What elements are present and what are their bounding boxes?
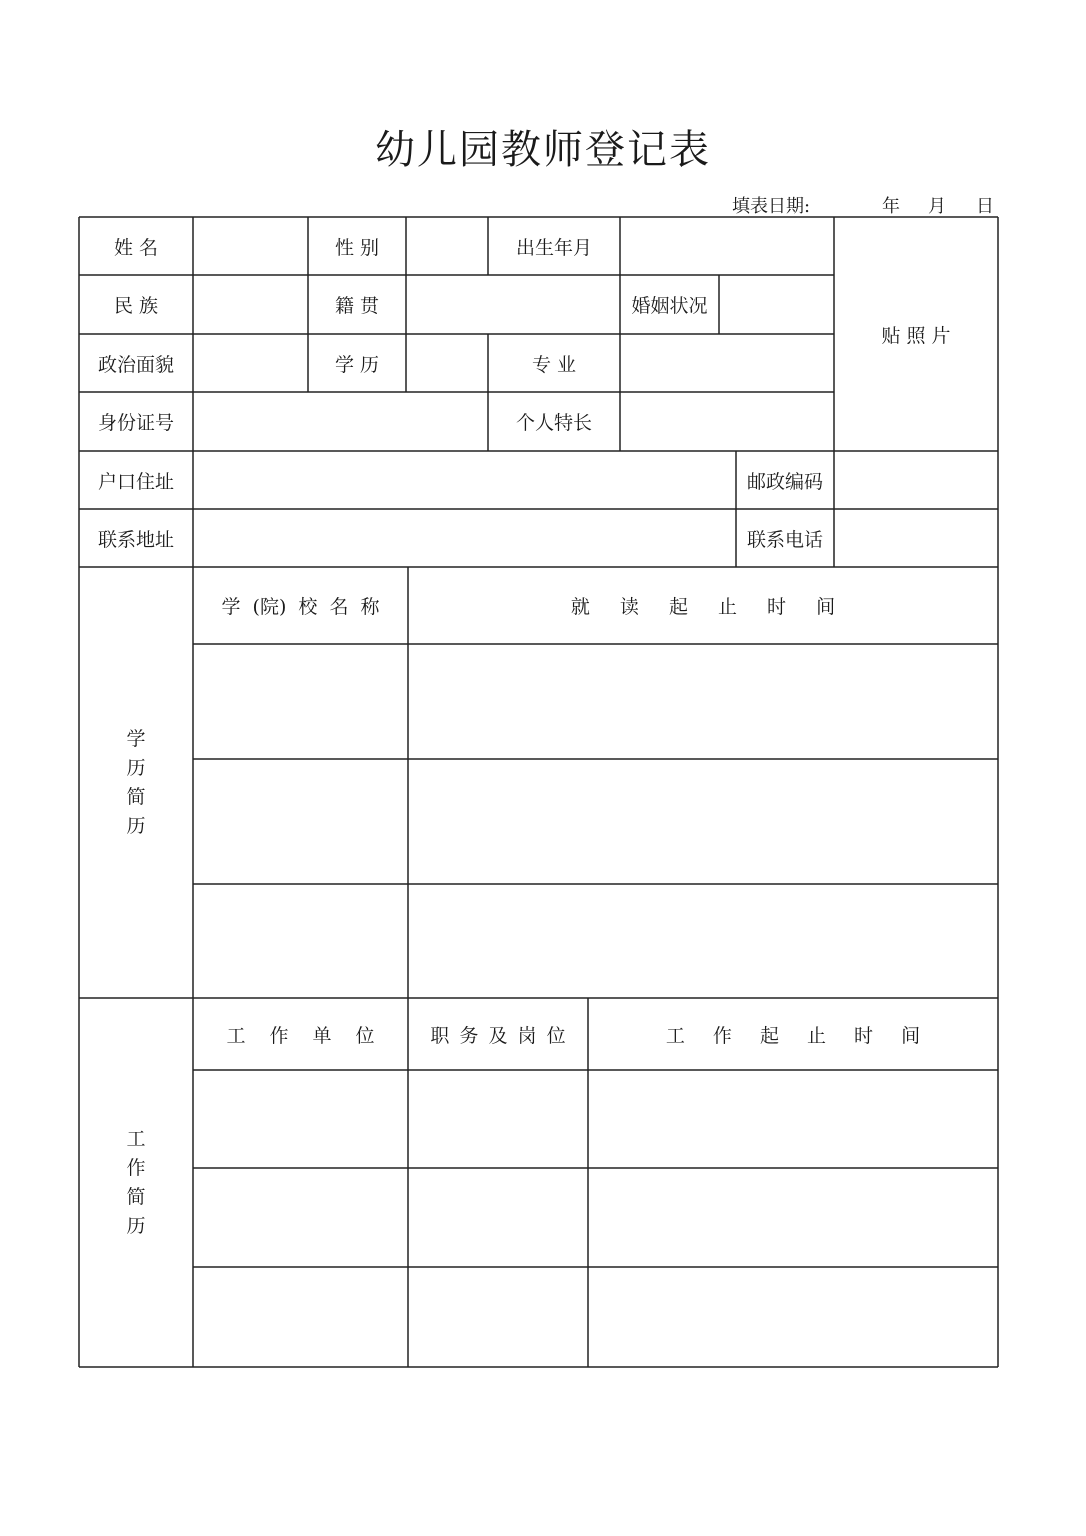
work-period-1[interactable] (588, 1070, 998, 1168)
education-period-3[interactable] (408, 884, 998, 998)
work-col-position: 职 务 及 岗 位 (430, 1024, 566, 1047)
fill-date-day: 日 (976, 196, 994, 217)
work-side-label (79, 998, 193, 1367)
education-school-2[interactable] (193, 759, 408, 884)
input-postcode[interactable] (834, 451, 998, 509)
work-position-2[interactable] (408, 1168, 588, 1267)
work-side-label-text: 工作简历 (126, 1127, 146, 1237)
label-major: 专 业 (531, 353, 577, 376)
label-household-addr: 户口住址 (97, 470, 174, 493)
label-ethnicity: 民 族 (113, 295, 159, 317)
input-native-place[interactable] (406, 275, 620, 334)
education-school-3[interactable] (193, 884, 408, 998)
work-col-period: 工 作 起 止 时 间 (665, 1024, 921, 1047)
form-title: 幼儿园教师登记表 (375, 127, 711, 173)
photo-area[interactable]: 贴 照 片 (881, 324, 951, 347)
input-household-addr[interactable] (193, 451, 736, 509)
education-side-label (79, 567, 193, 998)
input-marital[interactable] (719, 275, 834, 334)
label-birth: 出生年月 (515, 236, 592, 259)
education-col-school: 学 (院) 校 名 称 (221, 596, 380, 618)
input-political[interactable] (193, 334, 308, 392)
work-unit-2[interactable] (193, 1168, 408, 1267)
input-name[interactable] (193, 217, 308, 275)
input-specialty[interactable] (620, 392, 834, 451)
label-gender: 性 别 (334, 236, 380, 259)
input-id-number[interactable] (193, 392, 488, 451)
input-education[interactable] (406, 334, 488, 392)
input-contact-addr[interactable] (193, 509, 736, 567)
input-phone[interactable] (834, 509, 998, 567)
label-education: 学 历 (334, 353, 380, 376)
label-postcode: 邮政编码 (746, 470, 823, 493)
education-school-1[interactable] (193, 644, 408, 759)
label-specialty: 个人特长 (515, 412, 592, 434)
education-period-1[interactable] (408, 644, 998, 759)
work-period-3[interactable] (588, 1267, 998, 1367)
education-col-period: 就 读 起 止 时 间 (570, 596, 836, 618)
work-position-3[interactable] (408, 1267, 588, 1367)
fill-date-month: 月 (928, 196, 946, 217)
input-ethnicity[interactable] (193, 275, 308, 334)
work-unit-3[interactable] (193, 1267, 408, 1367)
input-major[interactable] (620, 334, 834, 392)
work-position-1[interactable] (408, 1070, 588, 1168)
input-birth[interactable] (620, 217, 834, 275)
label-id-number: 身份证号 (97, 412, 174, 434)
work-col-unit: 工 作 单 位 (226, 1024, 375, 1047)
education-side-label-text: 学历简历 (126, 727, 146, 837)
label-contact-addr: 联系地址 (97, 528, 174, 551)
education-period-2[interactable] (408, 759, 998, 884)
input-gender[interactable] (406, 217, 488, 275)
label-phone: 联系电话 (746, 528, 823, 551)
label-native-place: 籍 贯 (334, 295, 380, 317)
work-period-2[interactable] (588, 1168, 998, 1267)
label-name: 姓 名 (113, 236, 159, 259)
label-marital: 婚姻状况 (631, 295, 708, 317)
fill-date-label: 填表日期: (732, 196, 811, 217)
label-political: 政治面貌 (97, 353, 174, 376)
fill-date-year: 年 (882, 196, 900, 217)
work-unit-1[interactable] (193, 1070, 408, 1168)
